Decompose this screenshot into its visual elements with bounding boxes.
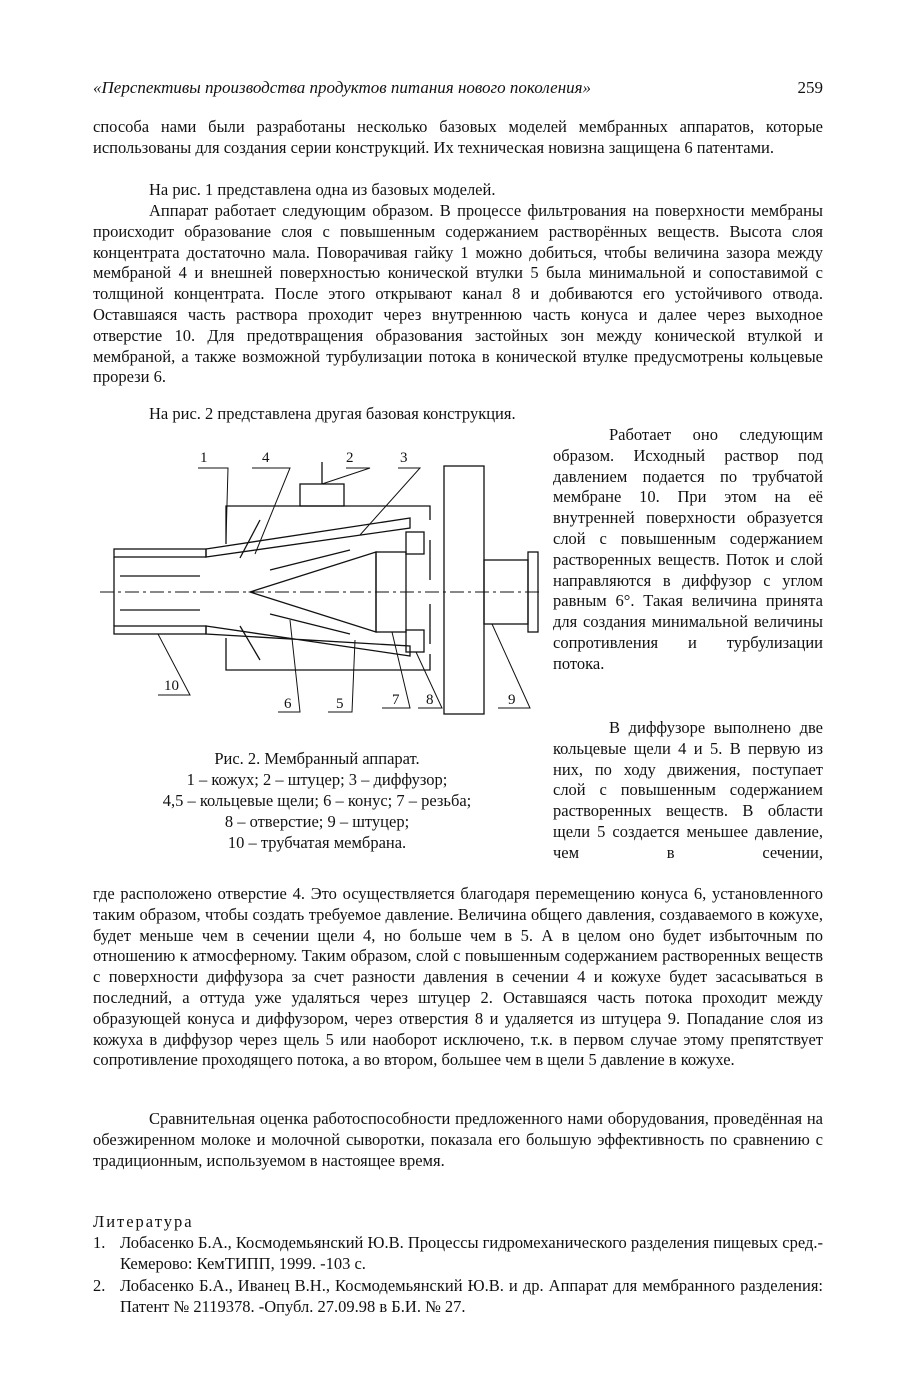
membrane-tube-bottom (114, 626, 206, 634)
leader-1 (198, 468, 228, 540)
flow-arrow (270, 550, 350, 570)
diffuser-top-wall (206, 518, 410, 557)
fitting-2 (300, 484, 344, 506)
literature-title: Литература (93, 1212, 194, 1231)
label-9: 9 (508, 692, 516, 708)
caption-line: 10 – трубчатая мембрана. (227, 833, 407, 852)
paragraph-6-end: где расположено отверстие 4. Это осуществляется благодаря перемещению конуса 6, установленного таким образом, чтобы создать требуемое давление. Величина общего давления, создаваемого в кожухе, будет меньше чем в сечении щели 4, но больше чем в 5. А в целом оно будет избыточным по отношению к атмосферному. Таким образом, слой с повышенным содержанием растворенных веществ с поверхности диффузора за счет разности давления в сечении 4 и кожухе будет засасываться в последний, а оттуда уже удаляться через штуцер 2. Оставшаяся часть потока проходит между образующей конуса и диффузором, через отверстия 8 и удаляется из штуцера 9. Попадание слоя из кожуха в диффузор через щель 5 или наоборот исключено, т.к. в первом случае этому препятствует сопротивление проходящего потока, а во втором, большее чем в щели 5 давление в кожухе. (93, 884, 823, 1070)
label-3: 3 (400, 450, 408, 466)
caption-line: 8 – отверстие; 9 – штуцер; (224, 812, 410, 831)
reference-text: Лобасенко Б.А., Иванец В.Н., Космодемьянский Ю.В. и др. Аппарат для мембранного разделения: Патент № 2119378. -Опубл. 27.09.98 в Б.И. № 27. (120, 1276, 823, 1316)
flange-9 (444, 466, 484, 714)
figure-caption (93, 748, 541, 853)
reference-number: 1. (93, 1233, 106, 1252)
flow-arrow (270, 614, 350, 634)
casing-top (226, 506, 430, 544)
reference-number: 2. (93, 1276, 106, 1295)
caption-line: 1 – кожух; 2 – штуцер; 3 – диффузор; (186, 770, 448, 789)
label-7: 7 (392, 692, 400, 708)
flow-arrow (240, 520, 260, 558)
reference-text: Лобасенко Б.А., Космодемьянский Ю.В. Процессы гидромеханического разделения пищевых сред.- Кемерово: КемТИПП, 1999. -103 с. (120, 1233, 823, 1273)
label-10: 10 (164, 678, 179, 694)
membrane-tube-top (114, 549, 206, 557)
label-1: 1 (200, 450, 208, 466)
paragraph-5: Работает оно следующим образом. Исходный раствор под давлением подается по трубчатой мембране 10. При этом на её внутренней поверхности образуется слой с повышенным содержанием растворенных веществ. Поток и слой направляются в диффузор с углом равным 6°. Такая величина принята для создания минимальной величины сопротивления и турбулизации потока. (553, 425, 823, 673)
paragraph-3: Аппарат работает следующим образом. В процессе фильтрования на поверхности мембраны происходит образование слоя с повышенным содержанием растворённых веществ. Высота слоя концентрата достаточно мала. Поворачивая гайку 1 можно добиться, чтобы величина зазора между мембраной 4 и внешней поверхностью конической втулки 5 была минимальной и сопоставимой с толщиной концентрата. После этого открывают канал 8 и добиваются его устойчивого отвода. Оставшаяся часть раствора проходит через внутреннюю часть конуса и далее через выходное отверстие 10. Для предотвращения образования застойных зон между конической втулкой и мембраной, а также возможной турбулизации потока в конической втулке предусмотрены кольцевые прорези 6. (93, 201, 823, 387)
paragraph-7: Сравнительная оценка работоспособности предложенного нами оборудования, проведённая на обезжиренном молоке и молочной сыворотки, показала его большую эффективность по сравнению с традиционным, используемом в настоящее время. (93, 1109, 823, 1170)
label-4: 4 (262, 450, 270, 466)
reference-item (93, 1233, 823, 1275)
label-2: 2 (346, 450, 354, 466)
membrane-apparatus-figure (100, 440, 545, 715)
leader-2 (322, 468, 370, 484)
journal-title: «Перспективы производства продуктов питания нового поколения» (93, 78, 592, 97)
opening-8-bottom (406, 630, 424, 652)
caption-line: 4,5 – кольцевые щели; 6 – конус; 7 – резьба; (162, 791, 472, 810)
opening-8-top (406, 532, 424, 554)
paragraph-6-start: В диффузоре выполнено две кольцевые щели 4 и 5. В первую из них, по ходу движения, поступает слой с повышенным содержанием растворенных веществ. В области щели 5 создается меньшее давление, чем в сечении, (553, 718, 823, 862)
leader-3 (360, 468, 420, 535)
reference-item (93, 1276, 823, 1318)
label-5: 5 (336, 696, 344, 712)
running-header (93, 78, 823, 104)
paragraph-4: На рис. 2 представлена другая базовая конструкция. (149, 404, 516, 423)
label-8: 8 (426, 692, 434, 708)
diffuser-bottom-wall (206, 626, 410, 656)
page-number: 259 (797, 78, 823, 97)
paragraph-1: способа нами были разработаны несколько базовых моделей мембранных аппаратов, которые использованы для создания серии конструкций. Их техническая новизна защищена 6 патентами. (93, 117, 823, 157)
caption-line: Рис. 2. Мембранный аппарат. (214, 749, 420, 768)
paragraph-2: На рис. 1 представлена одна из базовых моделей. (149, 180, 496, 199)
flow-arrow (240, 626, 260, 660)
label-6: 6 (284, 696, 292, 712)
